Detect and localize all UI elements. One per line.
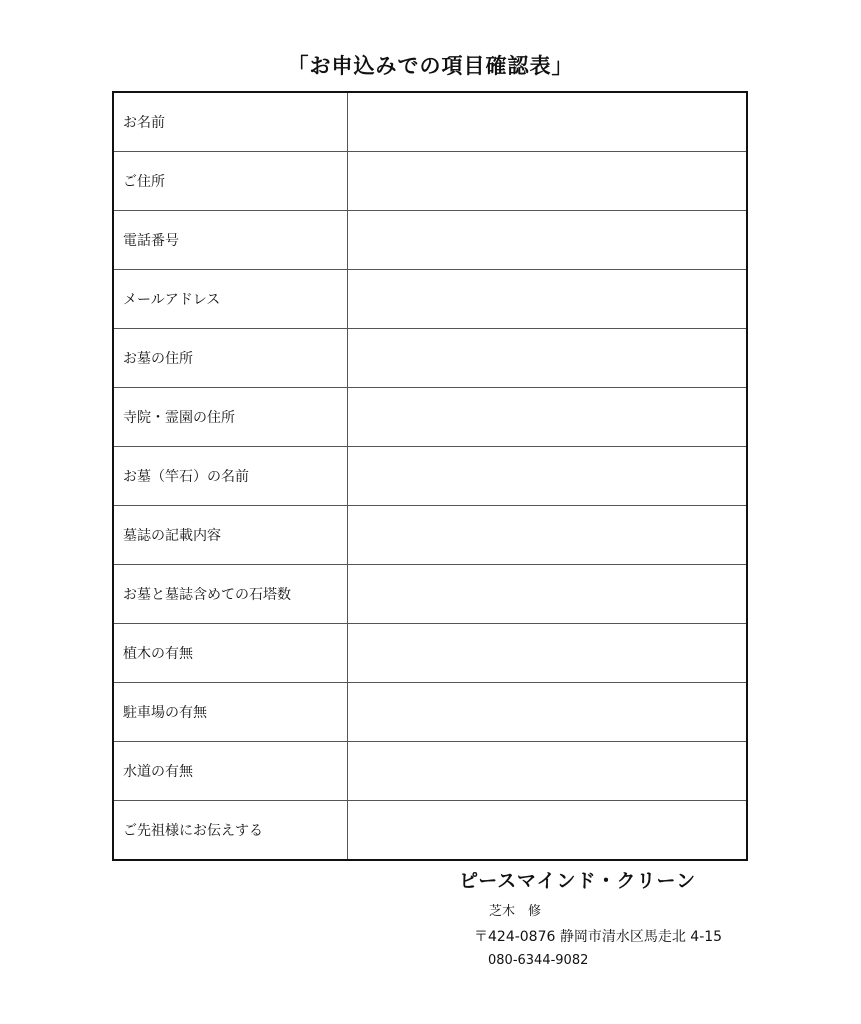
company-address: 〒424-0876 静岡市清水区馬走北 4-15 [474, 929, 723, 945]
row-label-epitaph-content: 墓誌の記載内容 [113, 506, 348, 565]
row-value-grave-name[interactable] [348, 447, 748, 506]
table-row [113, 742, 747, 801]
table-row [113, 565, 747, 624]
row-value-grave-address[interactable] [348, 329, 748, 388]
table-row [113, 211, 747, 270]
row-value-water[interactable] [348, 742, 748, 801]
row-label-temple-address: 寺院・霊園の住所 [113, 388, 348, 447]
table-row [113, 447, 747, 506]
table-row [113, 506, 747, 565]
row-value-epitaph-content[interactable] [348, 506, 748, 565]
row-label-name: お名前 [113, 92, 348, 152]
row-label-water: 水道の有無 [113, 742, 348, 801]
company-phone: 080-6344-9082 [488, 953, 589, 968]
row-label-plants: 植木の有無 [113, 624, 348, 683]
confirmation-form-table [112, 91, 748, 861]
row-label-grave-address: お墓の住所 [113, 329, 348, 388]
table-row [113, 270, 747, 329]
row-value-email[interactable] [348, 270, 748, 329]
company-name: ピースマインド・クリーン [459, 870, 697, 892]
row-value-name[interactable] [348, 92, 748, 152]
row-label-phone: 電話番号 [113, 211, 348, 270]
row-label-grave-name: お墓（竿石）の名前 [113, 447, 348, 506]
row-label-address: ご住所 [113, 152, 348, 211]
table-row [113, 92, 747, 152]
row-value-address[interactable] [348, 152, 748, 211]
row-value-parking[interactable] [348, 683, 748, 742]
row-value-stone-count[interactable] [348, 565, 748, 624]
row-label-message-to-ancestors: ご先祖様にお伝えする [113, 801, 348, 861]
row-label-stone-count: お墓と墓誌含めての石塔数 [113, 565, 348, 624]
table-row [113, 683, 747, 742]
table-row [113, 801, 747, 861]
page-title: 「お申込みでの項目確認表」 [287, 54, 574, 78]
row-label-parking: 駐車場の有無 [113, 683, 348, 742]
row-value-message-to-ancestors[interactable] [348, 801, 748, 861]
contact-person: 芝木 修 [489, 904, 542, 919]
row-value-plants[interactable] [348, 624, 748, 683]
table-row [113, 152, 747, 211]
row-label-email: メールアドレス [113, 270, 348, 329]
table-row [113, 624, 747, 683]
row-value-phone[interactable] [348, 211, 748, 270]
table-row [113, 329, 747, 388]
table-row [113, 388, 747, 447]
row-value-temple-address[interactable] [348, 388, 748, 447]
